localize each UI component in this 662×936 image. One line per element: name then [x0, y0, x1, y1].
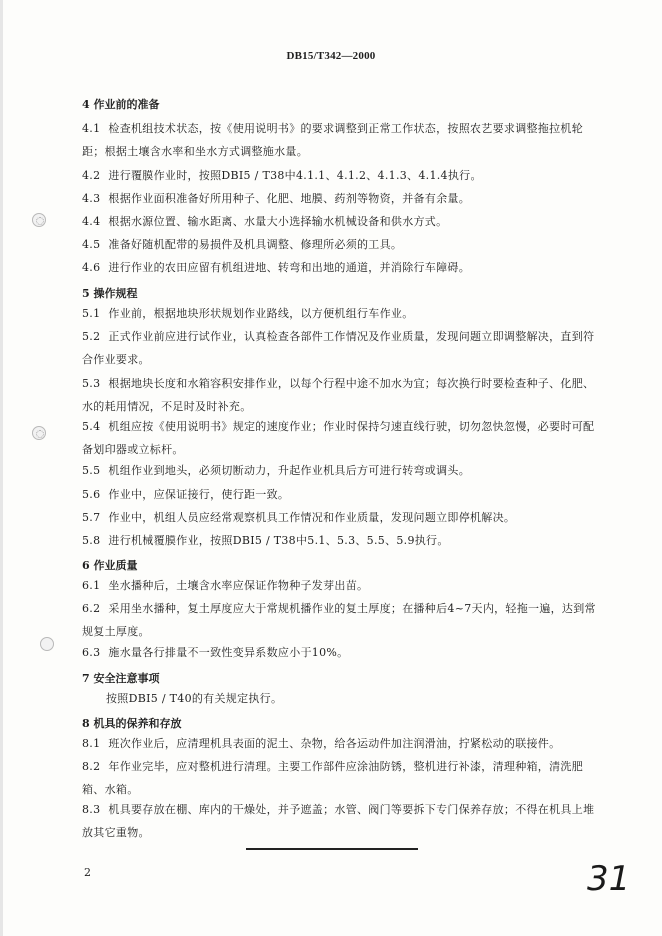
clause-text: 作业中，机组人员应经常观察机具工作情况和作业质量，发现问题立即停机解决。 — [108, 511, 516, 524]
binding-hole-bottom — [40, 637, 54, 651]
section-heading: 5 操作规程 — [82, 287, 138, 300]
clause-number: 8.2 — [82, 760, 101, 773]
clause-text: 检查机组技术状态，按《使用说明书》的要求调整到正常工作状态，按照农艺要求调整拖拉机轮距；根据土壤含水率和坐水方式调整施水量。 — [82, 122, 584, 158]
clause-number: 5.4 — [82, 420, 101, 433]
clause-5-5 — [82, 459, 602, 482]
clause-4-2 — [82, 164, 602, 187]
section-heading: 4 作业前的准备 — [82, 98, 160, 111]
clause-text: 正式作业前应进行试作业，认真检查各部件工作情况及作业质量，发现问题立即调整解决，直到符合作业要求。 — [82, 330, 595, 366]
clause-8-2 — [82, 755, 602, 801]
clause-text: 进行机械覆膜作业，按照DBI5 / T38中5.1、5.3、5.5、5.9执行。 — [108, 534, 449, 547]
section-heading: 8 机具的保养和存放 — [82, 717, 182, 730]
clause-7-body — [82, 687, 602, 710]
clause-number: 4.5 — [82, 238, 101, 251]
clause-8-3 — [82, 798, 602, 844]
section-heading: 7 安全注意事项 — [82, 672, 160, 685]
clause-text: 班次作业后，应清理机具表面的泥土、杂物，给各运动件加注润滑油，拧紧松动的联接件。 — [108, 737, 561, 750]
clause-number: 8.3 — [82, 803, 101, 816]
clause-number: 4.2 — [82, 169, 101, 182]
clause-number: 4.4 — [82, 215, 101, 228]
clause-text: 按照DBI5 / T40的有关规定执行。 — [106, 692, 283, 705]
clause-number: 6.2 — [82, 602, 101, 615]
clause-4-6 — [82, 256, 602, 279]
clause-4-1 — [82, 117, 602, 163]
clause-6-1 — [82, 574, 602, 597]
clause-text: 进行覆膜作业时，按照DBI5 / T38中4.1.1、4.1.2、4.1.3、4.1.4执行。 — [108, 169, 482, 182]
clause-number: 6.1 — [82, 579, 101, 592]
clause-number: 5.1 — [82, 307, 101, 320]
end-of-document-rule — [246, 848, 418, 850]
clause-4-3 — [82, 187, 602, 210]
clause-text: 根据水源位置、输水距离、水量大小选择输水机械设备和供水方式。 — [108, 215, 448, 228]
clause-text: 准备好随机配带的易损件及机具调整、修理所必须的工具。 — [108, 238, 403, 251]
clause-5-1 — [82, 302, 602, 325]
clause-text: 根据作业面积准备好所用种子、化肥、地膜、药剂等物资，并备有余量。 — [108, 192, 471, 205]
clause-text: 作业中，应保证接行，使行距一致。 — [108, 488, 290, 501]
clause-text: 进行作业的农田应留有机组进地、转弯和出地的通道，并消除行车障碍。 — [108, 261, 471, 274]
clause-number: 5.3 — [82, 377, 101, 390]
binding-hole-middle — [32, 426, 46, 440]
clause-number: 4.1 — [82, 122, 101, 135]
clause-number: 4.3 — [82, 192, 101, 205]
clause-number: 5.5 — [82, 464, 101, 477]
clause-number: 8.1 — [82, 737, 101, 750]
handwritten-page-number-text: 31 — [587, 859, 631, 898]
clause-4-5 — [82, 233, 602, 256]
clause-text: 机组作业到地头，必须切断动力，升起作业机具后方可进行转弯或调头。 — [108, 464, 471, 477]
clause-6-3 — [82, 641, 602, 664]
clause-8-1 — [82, 732, 602, 755]
clause-6-2 — [82, 597, 602, 643]
clause-text: 机组应按《使用说明书》规定的速度作业；作业时保持匀速直线行驶，切勿忽快忽慢，必要时可配备划印器或立标杆。 — [82, 420, 595, 456]
clause-number: 6.3 — [82, 646, 101, 659]
clause-text: 坐水播种后，土壤含水率应保证作物种子发芽出苗。 — [108, 579, 369, 592]
clause-number: 5.7 — [82, 511, 101, 524]
clause-text: 施水量各行排量不一致性变异系数应小于10%。 — [108, 646, 349, 659]
clause-number: 5.6 — [82, 488, 101, 501]
standard-code: DB15/T342—2000 — [286, 50, 376, 62]
clause-5-4 — [82, 415, 602, 461]
clause-5-7 — [82, 506, 602, 529]
clause-5-2 — [82, 325, 602, 371]
clause-text: 作业前，根据地块形状规划作业路线，以方便机组行车作业。 — [108, 307, 414, 320]
clause-text: 机具要存放在棚、库内的干燥处，并予遮盖；水管、阀门等要拆下专门保养存放；不得在机具上堆放其它重物。 — [82, 803, 595, 839]
binding-hole-top — [32, 213, 46, 227]
clause-number: 4.6 — [82, 261, 101, 274]
clause-number: 5.2 — [82, 330, 101, 343]
clause-5-6 — [82, 483, 602, 506]
clause-number: 5.8 — [82, 534, 101, 547]
clause-text: 根据地块长度和水箱容积安排作业，以每个行程中途不加水为宜；每次换行时要检查种子、化肥、水的耗用情况，不足时及时补充。 — [82, 377, 595, 413]
clause-5-8 — [82, 529, 602, 552]
section-heading: 6 作业质量 — [82, 559, 138, 572]
handwritten-page-number — [585, 858, 633, 898]
clause-4-4 — [82, 210, 602, 233]
clause-text: 采用坐水播种，复土厚度应大于常规机播作业的复土厚度；在播种后4~7天内，轻拖一遍，达到常规复土厚度。 — [82, 602, 596, 638]
page-number: 2 — [84, 866, 91, 879]
clause-text: 年作业完毕，应对整机进行清理。主要工作部件应涂油防锈，整机进行补漆，清理种箱，清洗肥箱、水箱。 — [82, 760, 584, 796]
clause-5-3 — [82, 372, 602, 418]
